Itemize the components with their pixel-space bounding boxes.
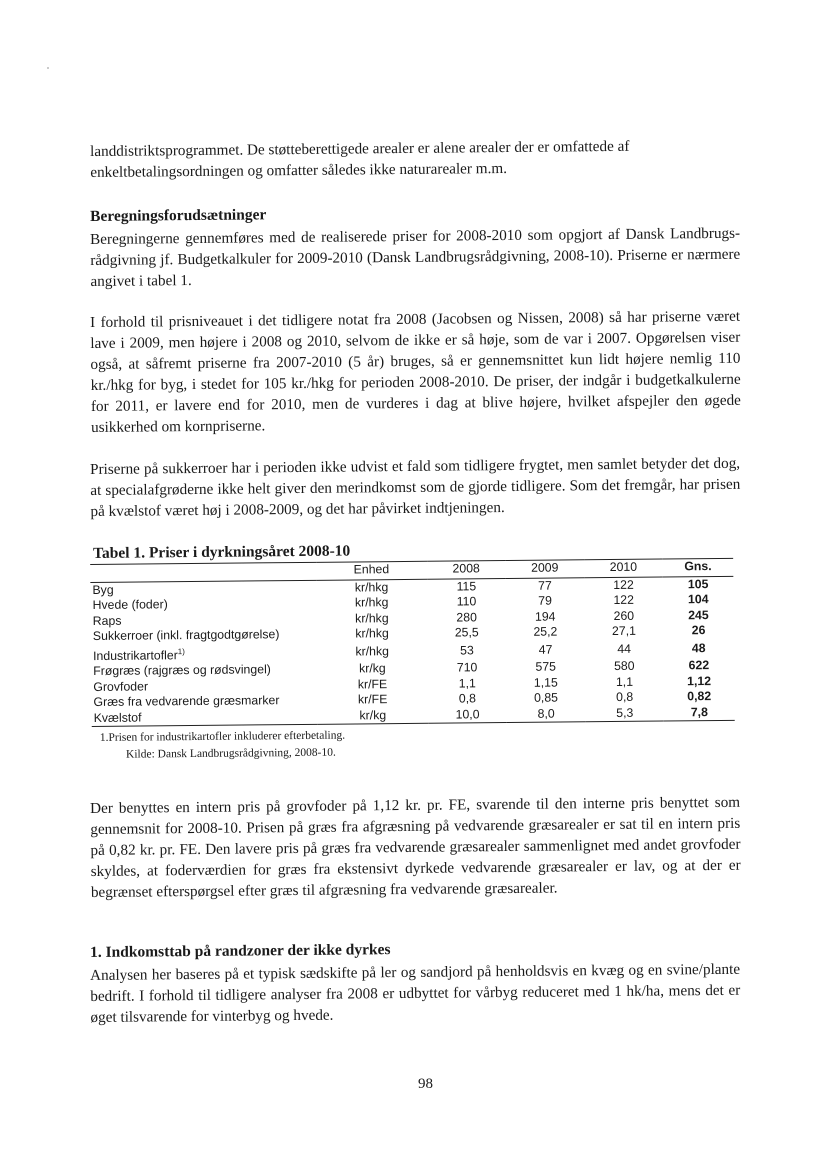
row-unit: [316, 579, 427, 596]
row-name-text: Sukkerroer (inkl. fragtgodtgørelse): [92, 627, 280, 643]
row-2009-text: 1,15: [533, 675, 558, 690]
row-2009: [506, 640, 585, 660]
row-2009: [507, 690, 586, 706]
row-2010-text: 122: [613, 577, 634, 592]
row-2010-text: 5,3: [616, 705, 634, 720]
price-table: [90, 558, 735, 727]
row-avg: [664, 689, 735, 705]
row-2009-text: 0,85: [533, 690, 559, 705]
row-2008-text: 25,5: [454, 625, 479, 640]
row-unit: [317, 626, 428, 643]
row-avg: [663, 638, 734, 658]
row-unit-text: kr/hkg: [355, 626, 389, 641]
paragraph-prisniveau: I forhold til prisniveauet i det tidligere notat fra 2008 (Jacobsen og Nissen, 2008) så har priserne været lave i 2009, men højere i 2008 og 2010, selvom de ikke er så høje, som de var i 2007. Opgørelsen viser også, at såfremt priserne fra 2007-2010 (5 år) bruges, så er gennemsnittet kun lidt højere nemlig 110 kr./hkg for byg, i stedet for 105 kr./hkg for perioden 2008-2010. De priser, der indgår i budgetkalkulerne for 2011, er lavere end for 2010, men de vurderes i dag at blive højere, hvilket afspejler den øgede usikkerhed om kornpriserne.: [90, 307, 741, 436]
table-title: Tabel 1. Priser i dyrkningsåret 2008-10: [92, 542, 351, 562]
header-avg: Gns.: [663, 558, 734, 576]
row-2010-text: 580: [613, 658, 635, 674]
row-unit-text: kr/hkg: [355, 643, 390, 659]
row-unit-text: kr/FE: [357, 692, 388, 707]
row-avg: [664, 704, 735, 721]
row-2008: [428, 691, 507, 707]
row-2009-text: 575: [535, 659, 557, 674]
header-2008: 2008: [427, 561, 506, 579]
row-2009: [507, 706, 586, 723]
row-2008: [428, 676, 507, 692]
row-2009: [506, 593, 585, 609]
table-notes: [92, 724, 742, 764]
row-unit-text: kr/hkg: [355, 610, 389, 625]
header-unit: Enhed: [316, 561, 427, 580]
row-2010-text: 27,1: [611, 623, 637, 638]
row-2008: [427, 625, 506, 641]
row-2010: [585, 705, 664, 722]
row-unit-text: kr/kg: [359, 707, 387, 723]
row-2008: [427, 610, 506, 626]
row-unit: [317, 692, 428, 709]
row-2009-text: 79: [538, 593, 552, 608]
row-name-text: Græs fra vedvarende græsmarker: [93, 693, 280, 710]
heading-beregningsforudsaetninger: Beregningsforudsætninger: [90, 206, 267, 225]
row-unit-text: kr/hkg: [354, 595, 389, 610]
row-2008-text: 710: [456, 660, 478, 675]
row-avg-text: 104: [687, 592, 709, 607]
row-2008-text: 280: [456, 609, 477, 624]
intro-paragraph: [90, 135, 740, 183]
header-2010: 2010: [584, 559, 663, 577]
row-avg: [663, 576, 734, 593]
row-2008-text: 0,8: [458, 691, 477, 706]
row-unit-text: kr/kg: [358, 661, 386, 676]
row-2010: [584, 608, 663, 624]
row-name-text: Hvede (foder): [92, 597, 168, 612]
row-2010-text: 260: [613, 608, 635, 623]
row-name-text: Kvælstof: [93, 710, 142, 725]
row-name-text: Raps: [92, 613, 122, 628]
row-avg: [663, 607, 734, 623]
row-avg-text: 0,82: [687, 689, 712, 704]
price-table-block: [90, 539, 742, 764]
row-unit-text: kr/hkg: [354, 579, 389, 594]
row-unit: [317, 641, 428, 662]
paragraph-sukkerroer: Priserne på sukkerroer har i perioden ikke udvist et fald som tidligere frygtet, men samlet betyder det dog, at specialafgrøderne ikke helt giver den merindkomst som de gjorde tidligere. Som det fremgår, har prisen på kvælstof været høj i 2008-2009, og det har påvirket indtjeningen.: [90, 454, 741, 520]
row-name-text: Frøgræs (rajgræs og rødsvingel): [93, 662, 271, 679]
row-unit: [317, 676, 428, 693]
row-2008: [427, 578, 506, 595]
row-2009: [506, 609, 585, 625]
row-unit: [317, 707, 428, 724]
row-avg-text: 105: [687, 576, 709, 591]
row-avg-text: 26: [691, 623, 706, 638]
row-avg: [663, 592, 734, 608]
row-2009: [506, 624, 585, 640]
row-2010-text: 1,1: [615, 674, 634, 689]
row-2010-text: 44: [617, 641, 632, 656]
row-name-text: Byg: [92, 582, 114, 597]
row-2010: [585, 624, 664, 640]
row-2009: [506, 659, 585, 675]
row-avg: [664, 658, 735, 674]
row-name-text: Grovfoder: [93, 679, 149, 694]
row-2008: [428, 660, 507, 676]
intro-line-1: landdistriktsprogrammet. De støtteberettigede arealer er alene arealer der er omfattede af: [90, 137, 630, 160]
row-2009: [506, 577, 585, 594]
row-2009-text: 194: [534, 609, 556, 624]
table-footnote: 1.Prisen for industrikartofler inkluderer efterbetaling.: [99, 729, 346, 745]
row-2008-text: 53: [460, 642, 474, 657]
paragraph-beregning: Beregningerne gennemføres med de realiserede priser for 2008-2010 som opgjort af Dansk Landbrugs-rådgivning jf. Budgetkalkuler for 2009-2010 (Dansk Landbrugsrådgivning, 2008-10). Priserne er nærmere angivet i tabel 1.: [90, 224, 741, 290]
row-2008-text: 1,1: [458, 675, 476, 691]
header-2009: 2009: [505, 560, 584, 578]
heading-indkomsttab: 1. Indkomsttab på randzoner der ikke dyrkes: [90, 941, 391, 961]
row-unit: [316, 595, 427, 612]
row-avg-text: 245: [688, 607, 709, 622]
paragraph-indkomsttab: Analysen her baseres på et typisk sædskifte på ler og sandjord på henholdsvis en kvæg og en svine/plante bedrift. I forhold til tidligere analyser fra 2008 er udbyttet for vårbyg reduceret med 1 hk/ha, mens det er øget tilsvarende for vinterbyg og hvede.: [90, 960, 741, 1026]
row-avg: [664, 673, 735, 689]
row-avg: [663, 623, 734, 639]
row-2008-text: 115: [456, 578, 477, 593]
row-2008: [428, 641, 507, 661]
intro-line-2: enkeltbetalingsordningen og omfatter således ikke naturarealer m.m.: [90, 159, 508, 181]
row-2010: [585, 639, 664, 659]
row-2008-text: 110: [456, 594, 477, 609]
row-2009-text: 25,2: [533, 624, 558, 639]
row-avg-text: 622: [688, 658, 710, 673]
row-unit: [317, 661, 428, 678]
row-avg-text: 48: [691, 640, 706, 655]
row-unit: [316, 610, 427, 627]
row-2010: [585, 659, 664, 675]
footnote-marker: 1): [177, 646, 185, 656]
row-2009: [506, 675, 585, 691]
row-avg-text: 7,8: [690, 704, 708, 719]
row-2009-text: 47: [538, 642, 553, 657]
row-2008: [427, 594, 506, 610]
row-2008: [428, 707, 507, 724]
row-2010-text: 0,8: [615, 689, 634, 705]
row-2009-text: 8,0: [537, 706, 555, 721]
scan-speck: [47, 67, 49, 69]
header-name: [90, 562, 316, 582]
row-avg-text: 1,12: [687, 673, 712, 688]
row-name: [91, 642, 317, 664]
row-2010: [584, 577, 663, 594]
row-2010: [584, 593, 663, 609]
table-source: Kilde: Dansk Landbrugsrådgivning, 2008-10.: [125, 746, 336, 761]
row-name: [92, 708, 318, 726]
row-2010: [585, 690, 664, 706]
row-2010-text: 122: [613, 592, 635, 607]
row-unit-text: kr/FE: [357, 676, 388, 692]
row-name-text: Industrikartofler: [92, 647, 178, 663]
row-2009-text: 77: [538, 578, 552, 593]
page-number: 98: [418, 1076, 433, 1092]
row-2008-text: 10,0: [455, 706, 480, 722]
paragraph-grovfoder: Der benyttes en intern pris på grovfoder på 1,12 kr. pr. FE, svarende til den interne pris benyttet som gennemsnit for 2008-10. Prisen på græs fra afgræsning på vedvarende græsarealer er sat til en intern pris på 0,82 kr. pr. FE. Den lavere pris på græs fra vedvarende græsarealer sammenlignet med andet grovfoder skyldes, at foderværdien for græs fra ekstensivt dyrkede vedvarende græsarealer er lav, og at der er begrænset efterspørgsel efter græs til afgræsning fra vedvarende græsarealer.: [90, 793, 741, 901]
row-2010: [585, 674, 664, 690]
